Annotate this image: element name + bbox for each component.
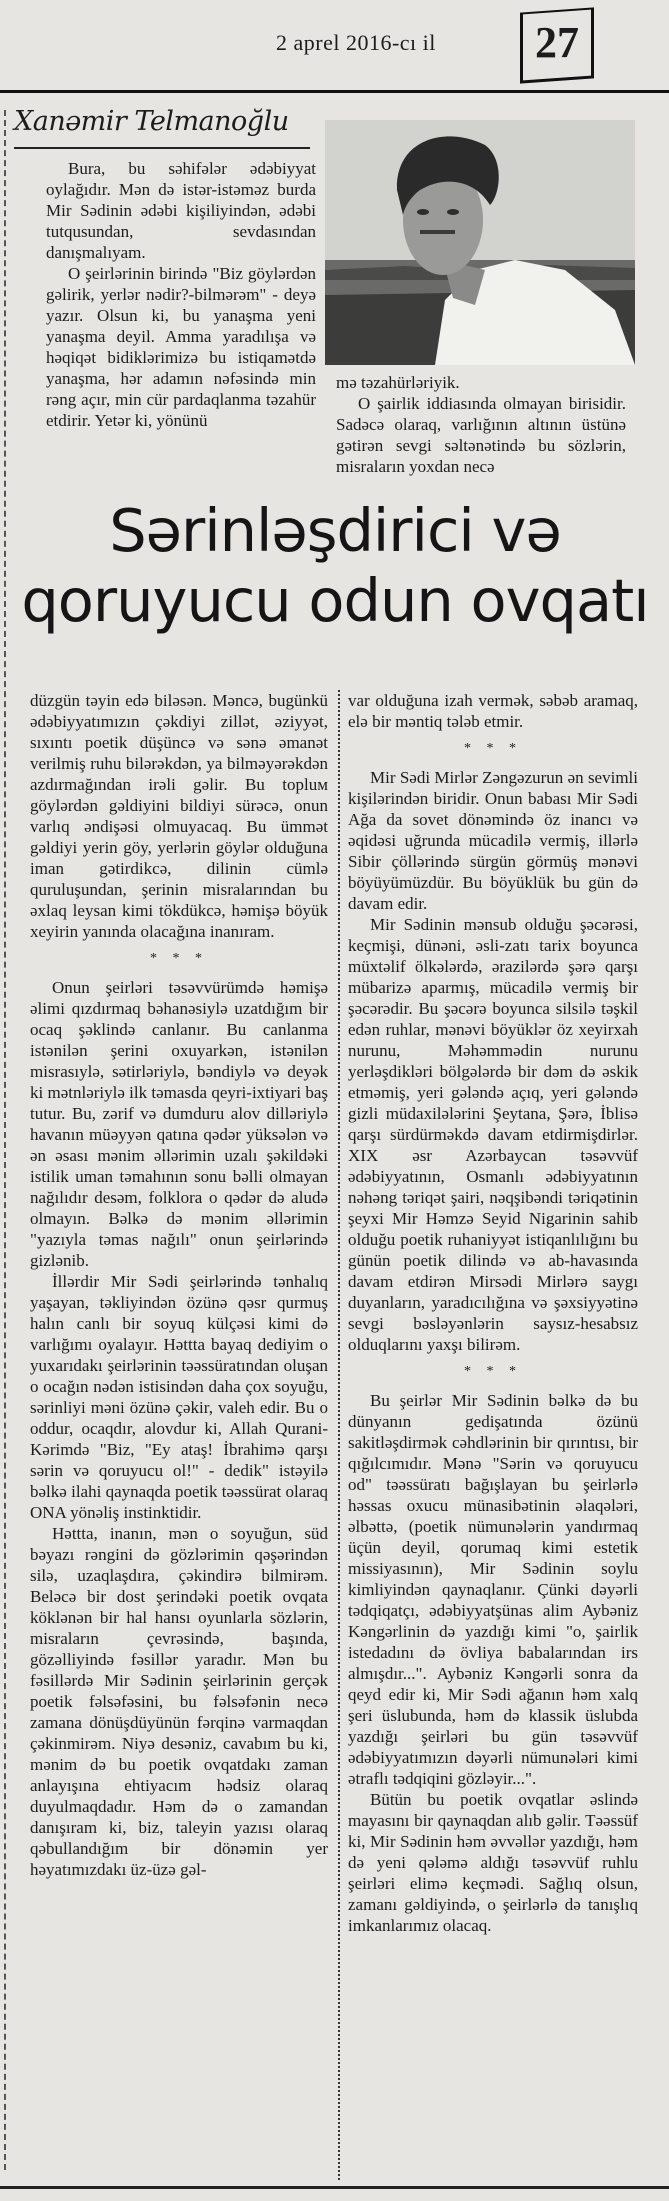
paragraph: Bu şeirlər Mir Sədinin bəlkə də bu dünyanın gedişatında özünü sakitləşdirmək cəhdlərinin bir qırıntısı, bir qığılcımıdır. Mənə "Sərin və qoruyucu od" təəssüratı bağışlayan bu şeirlərlə həssas oxucu münasibətinin əlaqələri, əlbəttə, (poetik nümunələrin yandırmaq üçün deyil, qorumaq kimi estetik missiyasının), Mir Sədinin soylu kimliyindən qaynaqlanır. Çünki dəyərli tədqiqatçı, ədəbiyyatşünas alim Aybəniz Kəngərlinin də yazdığı kimi "o, şairlik istedadını də övliya babalarından irs almışdır...". Aybəniz Kəngərli sonra da qeyd edir ki, Mir Sədi ağanın həm xalq şeri üslubunda, həm də klassik üslubda yazdığı şeirləri bu gün təsəvvüf ədəbiyyatımızın dəyərli nümunələri kimi ətraflı tədqiqini gözləyir...".	[348, 1391, 638, 1788]
footer-rule	[0, 2186, 669, 2189]
headline-line-1: Sərinləşdirici və	[109, 496, 561, 565]
paragraph: O şairlik iddiasında olmayan birisidir. Sadəcə olaraq, varlığının altının üstünə gətirən sevgi səltənətində bu sözlərin, misraların yoxdan necə	[336, 394, 626, 476]
paragraph: Mir Sədi Mirlər Zəngəzurun ən sevimli kişilərindən biridir. Onun babası Mir Sədi Ağa da sovet dönəmində öz inancı və əqidəsi uğrunda mücadilə vermiş, illərlə Sibir çöllərində sürgün görmüş mənəvi böyüyümüzdür. Bu böyüklük bu gün də davam edir.	[348, 768, 638, 913]
column-separator	[338, 690, 341, 2180]
page-number	[520, 7, 594, 83]
issue-date: 2 aprel 2016-cı il	[276, 30, 436, 55]
section-divider-stars: * * *	[464, 741, 522, 756]
body-left-column	[30, 690, 328, 1880]
paragraph: düzgün təyin edə biləsən. Məncə, bugünkü ədəbiyyatımızın çəkdiyi zillət, əziyyət, sıxıntı poetik düşüncə və sənə əmanət verilmiş ruhu bilərəkdən, ya bilməyərəkdən azdırmağından irəli gəlir. Bu topluм göylərdən gəldiyini bildiyi sürəcə, onun varlıq əndişəsi olmuyacaq. Bu ümmət gəldiyi yerin göy, yerlərin göylər olduğuna iman gətirdikcə, dilinin cümlə quruluşundan, şerinin misralarından bu əxlaq leysan kimi tökdükcə, həmişə böyük xeyirin yanında olacağına inanıram.	[30, 691, 328, 941]
paragraph: O şeirlərinin birində "Biz göylərdən gəlirik, yerlər nədir?-bilmərəm" - deyə yazır. Olsun ki, bu yanaşma yeni yanaşma deyil. Amma yaradılışa və həqiqət bidiklərimizə bu istiqamətdə yanaşma, hər adamın nəfəsində min rəng açır, min cür pardaqlanma təzahür etdirir. Yetər ki, yönünü	[46, 264, 316, 430]
headline-line-2: qoruyucu odun ovqatı	[21, 566, 649, 635]
paragraph: Mir Sədinin mənsub olduğu şəcərəsi, keçmişi, dünəni, əsli-zatı tarix boyunca müxtəlif ölkələrdə, ərazilərdə şərə qarşı mübarizə aparmış, mücadilə vermiş bir şəcərədir. Bu şəcərə boyunca silsilə təşkil edən ruhlar, mənəvi böyüklər öz xeyirxah nurunu, Məhəmmədin nurunu yerləşdikləri bölgələrdə bir dəm də əskik etməmiş, yeri gələndə açıq, yeri gələndə gizli müdaxilələrini Şeytana, Şərə, İblisə qarşı sürdürməkdə davam etdirmişdirlər. XIX əsr Azərbaycan təsəvvüf ədəbiyyatının, Osmanlı ədəbiyyatının nəhəng təriqət şairi, nəqşibəndi təriqətinin şeyxi Mir Həmzə Seyid Nigarinin sahib olduğu poetik ruhaniyyət istiqanlılığını bu günün poetik dilində və ab-havasında davam etdirən Mirsədi Mirlərə saygı duyanların, yaradıcılığına və şəxsiyyətinə sevgi bəsləyənlərin saysız-hesabsız olduqlarını yaxşı bilirəm.	[348, 915, 638, 1354]
paragraph: mə təzahürləriyik.	[336, 373, 460, 392]
header-rule	[0, 90, 669, 93]
section-divider-stars: * * *	[464, 1364, 522, 1379]
author-underline	[14, 147, 310, 149]
author-name: Xanəmir Telmanoğlu	[14, 106, 289, 137]
paragraph: Onun şeirləri təsəvvürümdə həmişə əlimi qızdırmaq bəhanəsiylə uzatdığım bir ocaq şəklində canlanır. Bu canlanma istənilən şerini oxuyarkən, istənilən misrasıylə, sətirləriylə, bəndiylə və deyək ki mətnləriylə ilk təmasda qeyri-ixtiyari baş tutur. Bu, zərif və dumduru alov dilləriylə havanın müəyyən qatına qədər yüksələn və ən əsası mənim əllərimin uzalı şəkildəki istilik uman təmahının sonu bəlli olmayan nağılıdır desəm, folklora o qədər də aludə olmayın. Bəlkə də mənim əllərimin "yazıyla təmas nağılı" onun şeirlərində gizlənib.	[30, 978, 328, 1270]
paragraph: var olduğuna izah vermək, səbəb aramaq, elə bir məntiq tələb etmir.	[348, 691, 638, 731]
left-margin-rule	[4, 110, 7, 2170]
author-photo	[325, 120, 635, 365]
paragraph: Bütün bu poetik ovqatlar əslində mayasını bir qaynaqdan alıb gəlir. Təəssüf ki, Mir Sədinin həm əvvəllər yazdığı, həm də yeni qələmə aldığı təsəvvüf ruhlu şeirləri elimə keçmədi. Sağlıq olsun, zamanı gəldiyində, o şeirlərlə də tanışlıq imkanlarımız olacaq.	[348, 1790, 638, 1935]
paragraph: Bura, bu səhifələr ədəbiyyat oylağıdır. Mən də istər-istəməz burda Mir Sədinin ədəbi kişiliyindən, ədəbi tutqusundan, sevdasından danışmalıyam.	[46, 159, 316, 262]
section-divider-stars: * * *	[150, 951, 208, 966]
author-photo-image	[325, 120, 635, 365]
intro-right-column	[336, 372, 626, 477]
page-number-text: 27	[535, 18, 579, 67]
paragraph: İllərdir Mir Sədi şeirlərində tənhalıq yaşayan, təkliyindən özünə qəsr qurmuş halın canlı bir soyuq külçəsi kimi də varlığımı oyalayır. Həttta bayaq dediyim o yuxarıdakı şeirlərinin təəssüratından oluşan o ocağın nədən istisindən daha çox soyuğu, sərinliyi məni özünə çəkir, valeh edir. Bu o oddur, ocaqdır, alovdur ki, Allah Qurani-Kərimdə "Biz, "Ey ataş! İbrahimə qarşı sərin və qoruyucu ol!" - dedik" istəyilə bəlkə ilahi qaynaqda poetik təəssürat olaraq ONA yönəliş instinktidir.	[30, 1272, 328, 1522]
paragraph: Həttta, inanın, mən o soyuğun, süd bəyazı rəngini də gözlərimin qəşərindən silə, uzaqlaşdıra, çəkindirə bilmirəm. Beləcə bir dost şerindəki poetik ovqata köklənən bir hal hansı oyunlarla sözlərin, misraların çevrəsində, başında, gözəlliyində fəsillər yaradır. Mən bu fəsillərdə Mir Sədinin şeirlərinin gerçək poetik fəlsəfəsini, bu fəlsəfənin necə zamana dönüşdüyünün fərqinə varmaqdan çəkinmirəm. Niyə desəniz, cavabım bu ki, mənim də bu poetik ovqatdakı zaman anlayışına ehtiyacım hədsiz olaraq duyulmaqdadır. Həm də o zamandan danışıram ki, biz, taleyin yazısı olaraq qəbullandığım bir dönəmin yer həyatımızdakı üz-üzə gəl-	[30, 1524, 328, 1879]
body-right-column	[348, 690, 638, 1936]
intro-left-column	[46, 158, 316, 431]
article-headline	[20, 496, 650, 636]
